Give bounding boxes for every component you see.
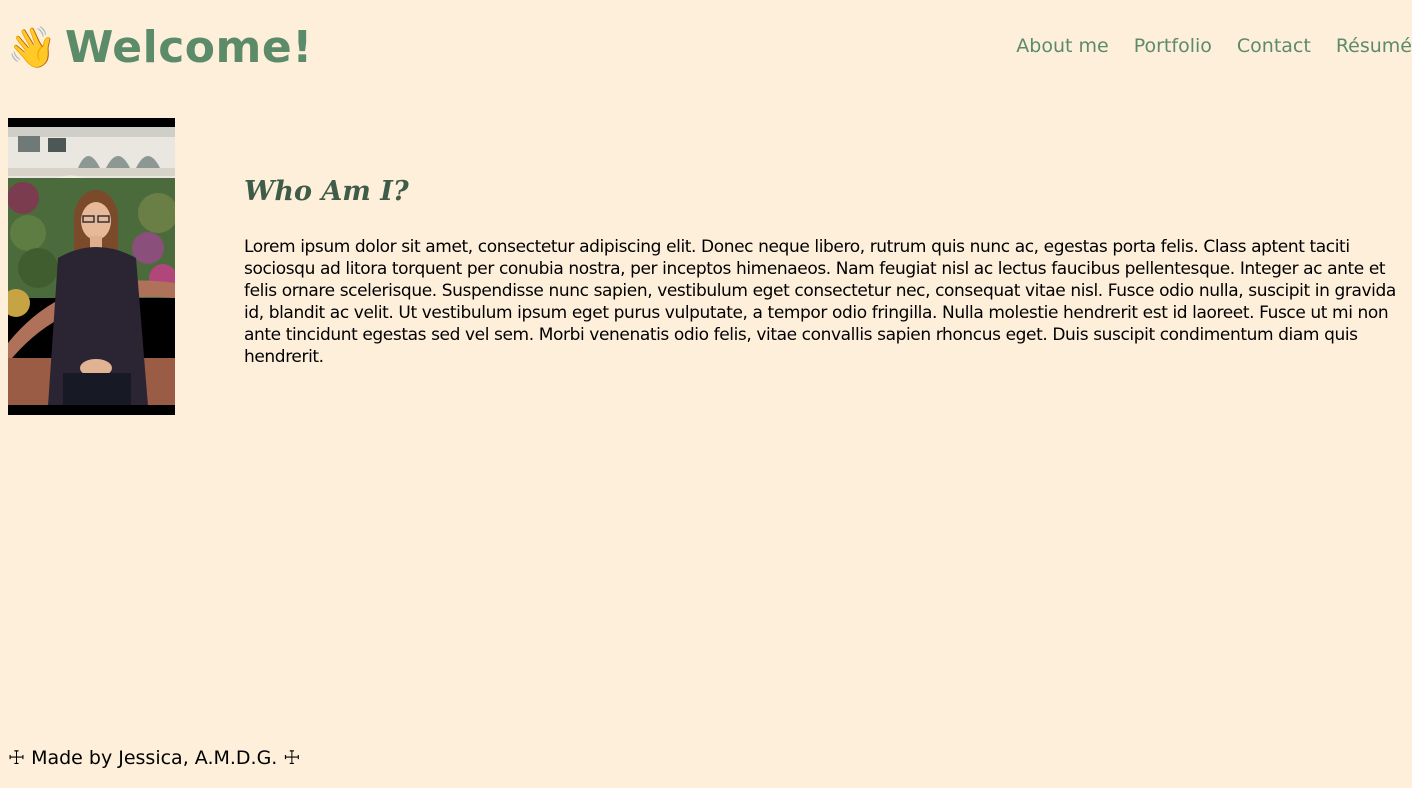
site-header bbox=[0, 0, 1412, 100]
about-heading: Who Am I? bbox=[244, 176, 409, 207]
nav-link-about-me[interactable]: About me bbox=[1016, 35, 1109, 57]
nav-link-resume[interactable]: Résumé bbox=[1335, 35, 1412, 57]
site-footer: ☩ Made by Jessica, A.M.D.G. ☩ bbox=[8, 747, 301, 769]
brand bbox=[7, 22, 313, 74]
site-title: Welcome! bbox=[64, 22, 313, 73]
about-section bbox=[244, 172, 1412, 368]
about-body: Lorem ipsum dolor sit amet, consectetur adipiscing elit. Donec neque libero, rutrum quis nunc ac, egestas porta felis. Class aptent taciti sociosqu ad litora torquent per conubia nostra, per inceptos himenaeos. Nam feugiat nisl ac lectus faucibus pellentesque. Integer ac ante et felis ornare scelerisque. Suspendisse nunc sapien, vestibulum eget consectetur nec, consequat vitae nisl. Fusce odio nulla, suscipit in gravida id, blandit ac velit. Ut vestibulum ipsum eget purus vulputate, a tempor odio fringilla. Nulla molestie hendrerit est id laoreet. Fusce ut mi non ante tincidunt egestas sed vel sem. Morbi venenatis odio felis, vitae convallis sapien rhoncus eget. Duis suscipit condimentum diam quis hendrerit. bbox=[244, 237, 1396, 367]
waving-hand-icon: 👋 bbox=[7, 25, 57, 71]
nav-link-portfolio[interactable]: Portfolio bbox=[1133, 35, 1212, 57]
main-nav bbox=[1016, 34, 1412, 58]
profile-photo bbox=[8, 118, 175, 415]
nav-link-contact[interactable]: Contact bbox=[1236, 35, 1311, 57]
